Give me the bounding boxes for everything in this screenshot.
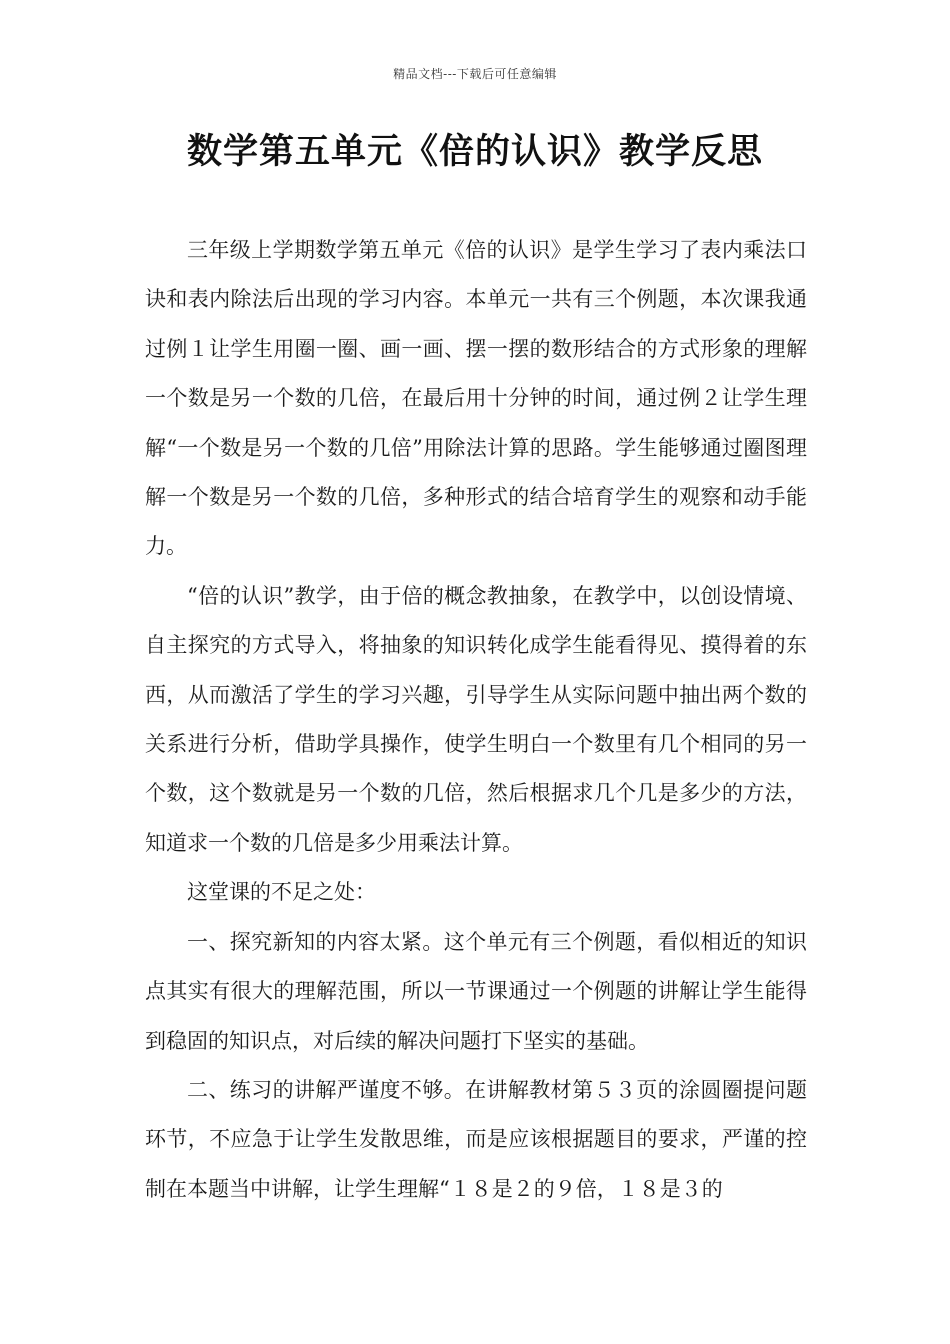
paragraph-shortcomings-heading: 这堂课的不足之处： (187, 880, 376, 905)
paragraph-point-one: 一、探究新知的内容太紧。这个单元有三个例题，看似相近的知识点其实有很大的理解范围，所以一节课通过一个例题的讲解让学生能得到稳固的知识点，对后续的解决问题打下坚实的基础。 (145, 929, 807, 1053)
document-body (145, 226, 807, 1214)
document-title: 数学第五单元《倍的认识》教学反思 (186, 132, 763, 172)
header-note: 精品文档---下载后可任意编辑 (393, 67, 557, 81)
paragraph-point-two: 二、练习的讲解严谨度不够。在讲解教材第５３页的涂圆圈提问题环节，不应急于让学生发散思维，而是应该根据题目的要求，严谨的控制在本题当中讲解，让学生理解“１８是２的９倍，１８是３的 (145, 1077, 807, 1201)
paragraph-teaching: “倍的认识”教学，由于倍的概念教抽象，在教学中，以创设情境、自主探究的方式导入，将抽象的知识转化成学生能看得见、摸得着的东西，从而激活了学生的学习兴趣，引导学生从实际问题中抽出两个数的关系进行分析，借助学具操作，使学生明白一个数里有几个相同的另一个数，这个数就是另一个数的几倍，然后根据求几个几是多少的方法，知道求一个数的几倍是多少用乘法计算。 (145, 583, 807, 855)
paragraph-intro: 三年级上学期数学第五单元《倍的认识》是学生学习了表内乘法口诀和表内除法后出现的学习内容。本单元一共有三个例题，本次课我通过例１让学生用圈一圈、画一画、摆一摆的数形结合的方式形象的理解一个数是另一个数的几倍，在最后用十分钟的时间，通过例２让学生理解“一个数是另一个数的几倍”用除法计算的思路。学生能够通过圈图理解一个数是另一个数的几倍，多种形式的结合培育学生的观察和动手能力。 (145, 238, 807, 559)
